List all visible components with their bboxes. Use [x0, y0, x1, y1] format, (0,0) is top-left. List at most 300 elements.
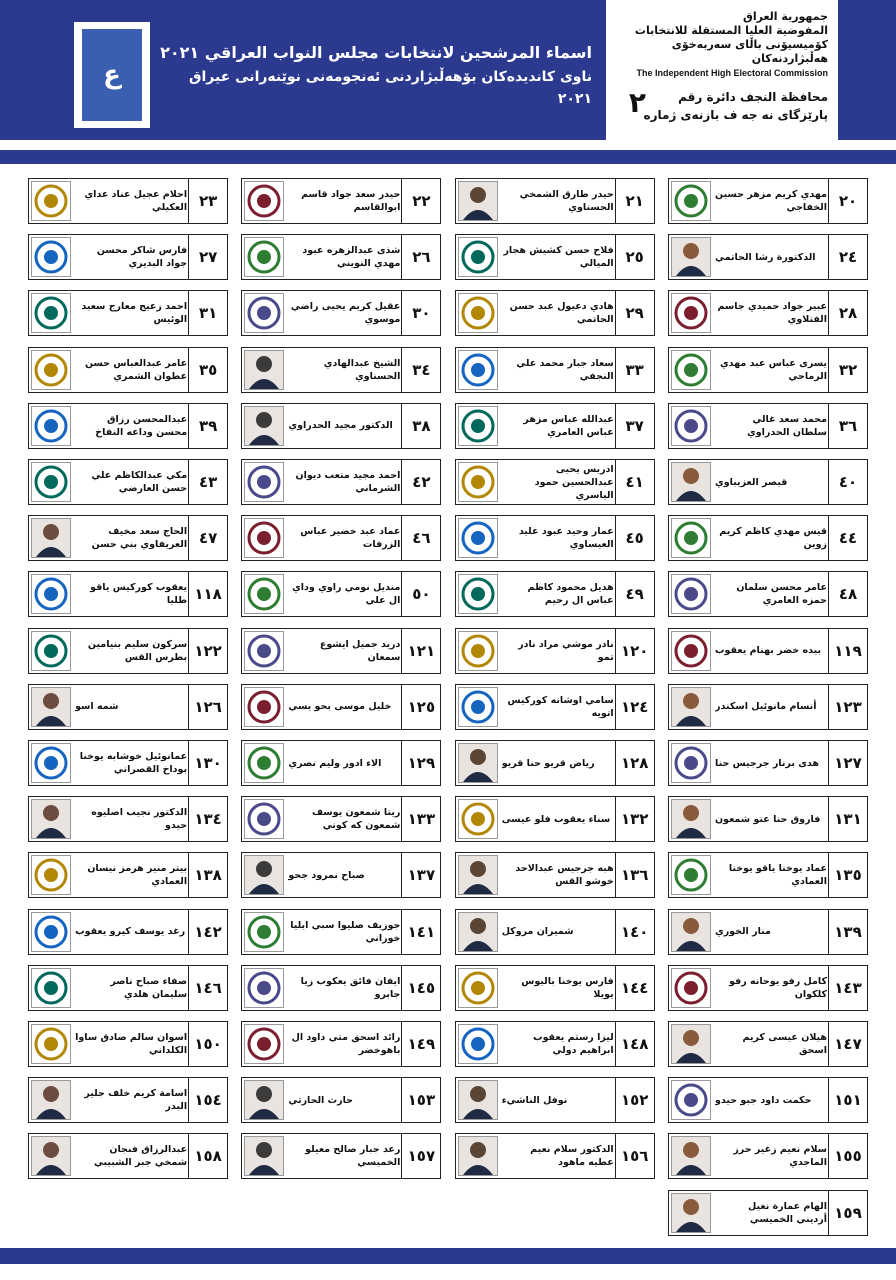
candidate-name: نادر موشي مراد نادر تمو	[518, 638, 614, 663]
candidate-number: ١٤٣	[828, 966, 867, 1010]
candidate-photo-icon	[31, 1080, 71, 1120]
candidate-name: الدكتور سلام نعيم عطيه ماهود	[530, 1144, 614, 1169]
candidate-name: جوزيف صليوا سبي ايليا خوراني	[290, 919, 401, 944]
candidate-card	[668, 234, 868, 280]
candidate-number: ١٥٢	[615, 1078, 654, 1122]
candidate-card	[455, 852, 655, 898]
candidate-name: هديل محمود كاظم عباس ال رحيم	[527, 582, 614, 607]
candidate-number: ١٣٣	[401, 797, 440, 841]
candidate-number: ٢٨	[828, 291, 867, 335]
candidate-number: ١٤٥	[401, 966, 440, 1010]
candidate-card	[241, 459, 441, 505]
candidate-number: ١٢٥	[401, 685, 440, 729]
candidate-number: ١٤١	[401, 910, 440, 954]
candidate-number: ٣٨	[401, 404, 440, 448]
candidate-card	[28, 290, 228, 336]
candidate-name: أنسام مانوئيل اسكندر	[715, 701, 817, 713]
party-logo-icon	[671, 1080, 711, 1120]
party-logo-icon	[31, 968, 71, 1008]
party-logo-icon	[244, 462, 284, 502]
candidate-name: الدكتورة رشا الحاتمي	[715, 251, 816, 263]
candidate-name: عماد عبد خضير عباس الزرفات	[300, 526, 401, 551]
party-logo-icon	[244, 631, 284, 671]
candidate-name: قيصر العزيباوي	[715, 476, 788, 488]
candidate-card	[668, 852, 868, 898]
candidate-number: ٤٥	[615, 516, 654, 560]
party-logo-icon	[31, 350, 71, 390]
header-left-band	[0, 0, 22, 140]
candidate-name: دريد جميل ايشوع سمعان	[319, 638, 401, 663]
candidate-card	[455, 909, 655, 955]
candidate-card	[241, 178, 441, 224]
candidate-card	[455, 1133, 655, 1179]
party-logo-icon	[31, 912, 71, 952]
candidate-number: ١١٩	[828, 629, 867, 673]
candidate-photo-icon	[31, 799, 71, 839]
candidate-row	[28, 1077, 868, 1123]
party-logo-icon	[671, 293, 711, 333]
candidate-name: خليل موسى بحو يسي	[288, 701, 392, 713]
candidate-number: ٤٩	[615, 572, 654, 616]
candidate-number: ٥٠	[401, 572, 440, 616]
candidate-photo-icon	[458, 855, 498, 895]
candidate-card	[241, 1077, 441, 1123]
candidate-row	[28, 740, 868, 786]
candidate-photo-icon	[671, 799, 711, 839]
candidate-photo-icon	[458, 743, 498, 783]
candidate-number: ١٥٩	[828, 1191, 867, 1235]
candidate-number: ١٤٧	[828, 1022, 867, 1066]
candidate-number: ١٤٠	[615, 910, 654, 954]
district-label-ku: پارێزگای نه جه ف بازنەی ژمارە	[643, 108, 828, 122]
candidate-name: هيلان عيسى كريم اسحق	[742, 1032, 827, 1056]
party-logo-icon	[31, 631, 71, 671]
candidate-name: قيس مهدي كاظم كريم زوين	[719, 526, 827, 551]
party-logo-icon	[671, 406, 711, 446]
party-logo-icon	[458, 1024, 498, 1064]
candidate-name: فلاح حسن كشيش هجار الميالي	[503, 245, 614, 270]
candidate-number: ١٤٢	[188, 910, 227, 954]
header-right-band	[838, 0, 896, 140]
candidate-number: ٢٦	[401, 235, 440, 279]
candidate-card	[28, 1077, 228, 1123]
candidate-number: ٤٠	[828, 460, 867, 504]
candidate-name: الدكتور مجيد الحدراوي	[288, 420, 393, 432]
candidate-name: عماد يوخنا ياقو يوخنا العمادي	[728, 863, 827, 888]
district-label-ar: محافظة النجف دائرة رقم	[678, 90, 828, 104]
candidate-number: ٣٠	[401, 291, 440, 335]
candidate-name: الهام عمارة نغيل أرديني الخميسي	[747, 1200, 827, 1225]
candidate-card	[241, 234, 441, 280]
candidate-card	[241, 796, 441, 842]
candidate-photo-icon	[244, 350, 284, 390]
candidate-name: نوفل الناشيء	[501, 1094, 568, 1106]
candidate-name: هدى برنار جرجيس حنا	[715, 757, 819, 769]
candidate-name: رغد يوسف كيرو يعقوب	[75, 926, 186, 938]
candidate-card	[241, 909, 441, 955]
header	[0, 0, 896, 140]
candidate-card	[28, 965, 228, 1011]
candidate-card	[241, 290, 441, 336]
candidate-name: سناء يعقوب فلو عيسى	[501, 813, 611, 825]
candidate-number: ٢٢	[401, 179, 440, 223]
candidate-number: ٣٣	[615, 348, 654, 392]
party-logo-icon	[458, 631, 498, 671]
party-logo-icon	[31, 462, 71, 502]
candidate-row	[28, 684, 868, 730]
page-title: اسماء المرشحين لانتخابات مجلس النواب العراقي ٢٠٢١	[160, 43, 592, 62]
candidate-name: عمار وحيد عبود عليد العيساوي	[518, 526, 614, 551]
candidate-number: ١٥٠	[188, 1022, 227, 1066]
candidate-name: سركون سليم بنيامين بطرس القس	[87, 638, 188, 663]
candidate-number: ١٣١	[828, 797, 867, 841]
candidate-photo-icon	[671, 237, 711, 277]
commission-name-ku: كۆمیسیۆنی باڵای سەربەخۆی هەڵبژاردنەکان	[671, 38, 828, 65]
candidate-number: ١٢١	[401, 629, 440, 673]
party-logo-icon	[671, 518, 711, 558]
party-logo-icon	[244, 743, 284, 783]
party-logo-icon	[244, 968, 284, 1008]
candidate-number: ١٣٥	[828, 853, 867, 897]
candidate-number: ١٤٨	[615, 1022, 654, 1066]
commission-block	[628, 10, 828, 80]
header-banner	[22, 0, 606, 140]
candidate-name: عبدالمحسن رزاق محسن وداعه النفاخ	[95, 413, 188, 438]
candidate-name: حيدر طارق الشمخي الحسناوي	[519, 189, 614, 213]
candidate-number: ١٣٤	[188, 797, 227, 841]
candidate-card	[241, 347, 441, 393]
candidate-name: حارث الحارثي	[288, 1094, 354, 1106]
candidate-name: سعاد جبار محمد علي النجفي	[516, 357, 614, 382]
candidate-card	[28, 459, 228, 505]
district-number: ٢	[628, 86, 646, 119]
candidate-card	[28, 178, 228, 224]
candidate-number: ٢٠	[828, 179, 867, 223]
candidate-card	[455, 1021, 655, 1067]
candidate-card	[668, 290, 868, 336]
party-logo-icon	[671, 855, 711, 895]
party-logo-icon	[671, 631, 711, 671]
candidate-card	[668, 515, 868, 561]
candidate-card	[455, 965, 655, 1011]
candidate-name: رياض قريو حنا قريو	[501, 757, 595, 769]
party-logo-icon	[31, 855, 71, 895]
candidate-row	[28, 1133, 868, 1179]
candidate-card	[668, 1021, 868, 1067]
party-logo-icon	[244, 574, 284, 614]
candidate-card	[28, 515, 228, 561]
party-logo-icon	[458, 462, 498, 502]
candidate-photo-icon	[458, 1080, 498, 1120]
party-logo-icon	[671, 743, 711, 783]
candidate-photo-icon	[244, 1080, 284, 1120]
candidate-number: ١٢٧	[828, 741, 867, 785]
party-logo-icon	[671, 181, 711, 221]
candidate-number: ٣١	[188, 291, 227, 335]
candidate-card	[455, 290, 655, 336]
candidate-name: ايفان فائق يعكوب زيا جابرو	[300, 975, 401, 1000]
candidate-number: ١٤٦	[188, 966, 227, 1010]
candidate-name: ادريس يحيى عبدالحسين حمود الياسري	[534, 463, 614, 501]
party-logo-icon	[31, 237, 71, 277]
candidate-row	[28, 290, 868, 336]
candidate-name: مكي عبدالكاظم علي حسن العارضي	[91, 470, 188, 494]
party-logo-icon	[31, 181, 71, 221]
party-logo-icon	[244, 1024, 284, 1064]
party-logo-icon	[458, 350, 498, 390]
candidate-card	[28, 347, 228, 393]
candidate-row	[28, 852, 868, 898]
candidate-number: ٤٣	[188, 460, 227, 504]
candidate-photo-icon	[244, 1136, 284, 1176]
candidate-card	[455, 740, 655, 786]
candidate-name: هبه جرجيس عبدالاحد خوشو القس	[515, 863, 614, 888]
candidate-number: ١٣٠	[188, 741, 227, 785]
candidate-number: ٢١	[615, 179, 654, 223]
candidate-row	[28, 234, 868, 280]
candidate-number: ١٥١	[828, 1078, 867, 1122]
candidate-name: بيده خضر بهنام يعقوب	[715, 645, 822, 657]
candidate-name: محمد سعد غالي سلطان الحدراوي	[747, 413, 827, 438]
candidate-card	[241, 628, 441, 674]
candidate-number: ٤٨	[828, 572, 867, 616]
candidate-card	[241, 403, 441, 449]
candidate-name: حكمت داود جبو حيدو	[715, 1094, 812, 1106]
candidate-row	[28, 459, 868, 505]
candidate-name: سامي اوشانه كوركيس اتويه	[507, 694, 614, 719]
candidate-card	[455, 571, 655, 617]
party-logo-icon	[31, 1024, 71, 1064]
candidate-card	[668, 1133, 868, 1179]
candidate-photo-icon	[244, 855, 284, 895]
candidate-name: حيدر سعد جواد قاسم ابوالقاسم	[301, 189, 401, 213]
candidate-card	[241, 684, 441, 730]
party-logo-icon	[244, 181, 284, 221]
candidate-name: منديل نومي راوي وداي ال علي	[292, 582, 401, 607]
candidate-number: ١٣٢	[615, 797, 654, 841]
candidate-number: ٢٥	[615, 235, 654, 279]
candidate-name: فارس يوخنا باليوس يويلا	[521, 975, 614, 1000]
candidate-number: ١٤٩	[401, 1022, 440, 1066]
candidate-row	[28, 796, 868, 842]
candidate-card	[455, 178, 655, 224]
party-logo-icon	[458, 968, 498, 1008]
candidate-number: ٣٤	[401, 348, 440, 392]
party-logo-icon	[671, 968, 711, 1008]
candidate-number: ١٣٧	[401, 853, 440, 897]
candidate-card	[455, 684, 655, 730]
candidate-name: رائد اسحق متي داود ال باهوخضر	[291, 1032, 401, 1056]
candidate-row	[28, 571, 868, 617]
candidate-name: احلام عجيل عناد عداي العكيلي	[84, 189, 188, 213]
commission-logo-icon: ع	[82, 29, 142, 121]
candidate-number: ٢٩	[615, 291, 654, 335]
candidate-photo-icon	[671, 1024, 711, 1064]
commission-name-ar: المفوضية العليا المستقلة للانتخابات	[634, 24, 828, 37]
candidate-number: ١٥٥	[828, 1134, 867, 1178]
party-logo-icon	[244, 293, 284, 333]
candidate-card	[668, 459, 868, 505]
candidate-number: ٢٤	[828, 235, 867, 279]
candidate-number: ١١٨	[188, 572, 227, 616]
party-logo-icon	[458, 574, 498, 614]
candidate-name: الاء ادور وليم نصري	[288, 757, 382, 769]
candidate-card	[668, 347, 868, 393]
candidate-name: مهدي كريم مزهر حسين الخفاجي	[715, 189, 827, 213]
candidate-number: ٢٧	[188, 235, 227, 279]
candidate-name: ليزا رستم يعقوب ابراهيم دولي	[533, 1032, 614, 1056]
candidate-photo-icon	[671, 1136, 711, 1176]
candidate-name: رعد جبار صالح معيلو الخميسي	[305, 1144, 401, 1169]
candidate-photo-icon	[244, 406, 284, 446]
candidate-photo-icon	[458, 912, 498, 952]
candidate-name: بيتر منير هرمز نيسان العمادي	[87, 863, 188, 888]
candidate-number: ١٣٦	[615, 853, 654, 897]
candidate-card	[455, 347, 655, 393]
candidate-number: ١٣٨	[188, 853, 227, 897]
candidate-number: ١٢٢	[188, 629, 227, 673]
candidate-name: الشيخ عبدالهادي الحسناوي	[323, 357, 401, 382]
candidate-name: ريتا شمعون يوسف شمعون كه كوني	[311, 807, 401, 832]
candidate-name: عقيل كريم يحيى راضي موسوي	[290, 301, 401, 326]
party-logo-icon	[244, 912, 284, 952]
candidate-photo-icon	[31, 687, 71, 727]
candidate-row	[28, 1190, 868, 1236]
candidate-number: ٢٣	[188, 179, 227, 223]
candidate-number: ١٥٦	[615, 1134, 654, 1178]
candidate-row	[28, 178, 868, 224]
bottom-divider	[0, 1248, 896, 1264]
candidate-card	[28, 571, 228, 617]
candidate-card	[28, 740, 228, 786]
candidate-card	[241, 515, 441, 561]
candidate-photo-icon	[31, 1136, 71, 1176]
candidate-number: ٣٢	[828, 348, 867, 392]
candidate-card	[455, 796, 655, 842]
party-logo-icon	[671, 350, 711, 390]
candidate-name: عبدالله عباس مزهر عباس العامري	[523, 413, 614, 438]
party-logo-icon	[458, 293, 498, 333]
candidate-card	[668, 628, 868, 674]
candidate-card	[455, 459, 655, 505]
candidate-card	[28, 1133, 228, 1179]
candidate-number: ١٢٠	[615, 629, 654, 673]
party-logo-icon	[458, 237, 498, 277]
candidate-row	[28, 909, 868, 955]
country-name: جمهورية العراق	[743, 10, 828, 23]
candidate-number: ١٥٤	[188, 1078, 227, 1122]
candidate-name: اسامة كريم خلف جلير البدر	[84, 1088, 188, 1113]
candidate-name: فاروق حنا عتو شمعون	[715, 813, 821, 825]
party-logo-icon	[458, 518, 498, 558]
candidate-name: الدكتور نجيب اصليوه حيدو	[91, 807, 188, 832]
party-logo-icon	[244, 799, 284, 839]
candidate-photo-icon	[671, 462, 711, 502]
party-logo-icon	[458, 687, 498, 727]
candidate-card	[668, 178, 868, 224]
candidate-card	[241, 571, 441, 617]
candidate-number: ١٢٣	[828, 685, 867, 729]
candidate-number: ٣٧	[615, 404, 654, 448]
candidate-card	[668, 1190, 868, 1236]
candidate-row	[28, 403, 868, 449]
district-block	[588, 88, 828, 124]
candidate-name: شميران مروكل	[501, 926, 574, 938]
candidate-number: ١٢٤	[615, 685, 654, 729]
party-logo-icon	[244, 237, 284, 277]
candidate-number: ١٢٨	[615, 741, 654, 785]
candidate-card	[28, 628, 228, 674]
candidate-row	[28, 347, 868, 393]
candidate-row	[28, 965, 868, 1011]
candidate-name: كامل رفو يوحانه رفو كلكوان	[729, 975, 827, 1000]
candidate-card	[28, 852, 228, 898]
party-logo-icon	[31, 743, 71, 783]
candidate-name: عامر محسن سلمان حمزه العامري	[736, 582, 827, 607]
page-title-kurdish: ناوی کاندیدەکان بۆهەڵبژاردنی ئەنجومەنی نوێنەرانی عیراق ٢٠٢١	[188, 69, 592, 107]
party-logo-icon	[458, 406, 498, 446]
candidate-card	[455, 628, 655, 674]
party-logo-icon	[244, 518, 284, 558]
candidate-name: عمانوئيل خوشابه يوخنا بوداخ القصراني	[79, 751, 188, 775]
candidate-photo-icon	[671, 1193, 711, 1233]
candidate-number: ١٢٩	[401, 741, 440, 785]
candidate-number: ١٥٣	[401, 1078, 440, 1122]
candidate-card	[28, 909, 228, 955]
candidate-name: صباح نمرود جحو	[288, 869, 365, 881]
candidate-name: صفاء صباح ناصر سليمان هلدي	[110, 975, 188, 1000]
candidate-card	[668, 571, 868, 617]
candidate-card	[28, 403, 228, 449]
candidate-number: ٤٧	[188, 516, 227, 560]
candidate-card	[455, 515, 655, 561]
candidate-number: ٤٢	[401, 460, 440, 504]
candidate-number: ١٣٩	[828, 910, 867, 954]
candidate-name: منار الخوري	[715, 926, 771, 938]
candidate-name: احمد زعيج معارج سعيد الوئيس	[81, 301, 188, 326]
candidate-row	[28, 1021, 868, 1067]
candidate-number: ١٢٦	[188, 685, 227, 729]
candidate-card	[241, 1021, 441, 1067]
candidate-number: ٤٦	[401, 516, 440, 560]
candidate-number: ٤٤	[828, 516, 867, 560]
candidate-card	[28, 234, 228, 280]
candidate-card	[241, 1133, 441, 1179]
candidate-card	[668, 965, 868, 1011]
candidate-photo-icon	[671, 912, 711, 952]
candidate-name: عامر عبدالعباس حسن عطوان الشمري	[84, 357, 188, 382]
candidate-number: ١٥٨	[188, 1134, 227, 1178]
candidate-card	[455, 234, 655, 280]
party-logo-icon	[244, 687, 284, 727]
candidate-name: شذى عبدالزهره عبود مهدي النويني	[302, 245, 401, 270]
candidate-name: احمد مجيد متعب ديوان الشرماني	[295, 470, 401, 494]
top-divider	[0, 150, 896, 164]
candidate-name: عبير جواد حميدي جاسم الفتلاوي	[717, 301, 827, 326]
candidate-card	[28, 1021, 228, 1067]
party-logo-icon	[31, 406, 71, 446]
candidate-photo-icon	[671, 687, 711, 727]
candidate-card	[668, 909, 868, 955]
candidate-name: شمه اسو	[75, 701, 119, 713]
candidate-card	[28, 796, 228, 842]
commission-logo	[74, 22, 150, 128]
candidate-number: ١٤٤	[615, 966, 654, 1010]
candidate-name: هادي دعيول عبد حسن الحاتمي	[509, 301, 614, 326]
candidate-card	[28, 684, 228, 730]
candidate-name: سلام نعيم زغير حرز الماجدي	[733, 1144, 827, 1169]
party-logo-icon	[458, 799, 498, 839]
